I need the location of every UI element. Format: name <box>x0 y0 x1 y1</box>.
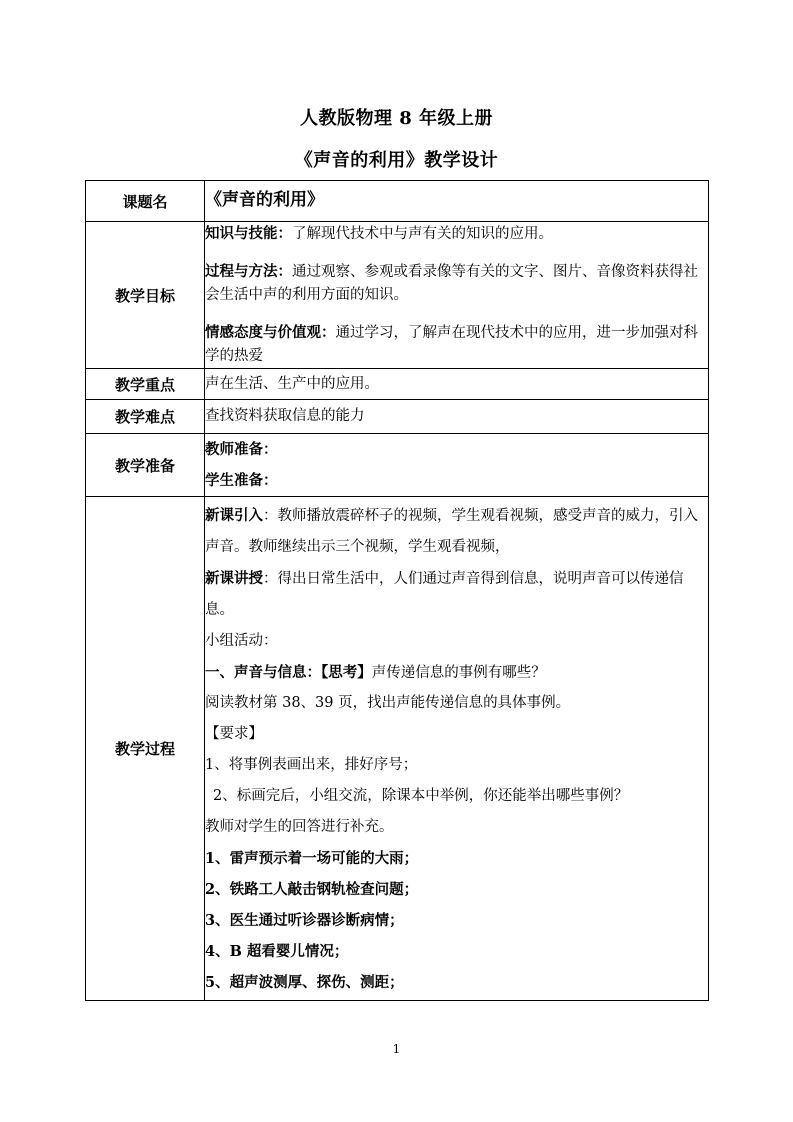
lesson-plan-table <box>85 180 709 1001</box>
difficulties-label: 教学难点 <box>86 400 205 434</box>
teaching-goals-label: 教学目标 <box>86 222 205 369</box>
preparation-label: 教学准备 <box>86 434 205 497</box>
reading-task: 阅读教材第 38、39 页，找出声能传递信息的具体事例。 <box>205 694 571 711</box>
page-number: 1 <box>392 1042 401 1056</box>
teaching-process-label: 教学过程 <box>86 497 205 1001</box>
requirement-2: 2、标画完后，小组交流，除课本中举例，你还能举出哪些事例？ <box>213 787 629 804</box>
process-intro-text: ：教师播放震碎杯子的视频，学生观看视频，感受声音的威力，引入声音。教师继续出示三个视频，学生观看视频， <box>205 507 698 555</box>
section-heading <box>205 657 708 688</box>
topic-name-value: 《声音的利用》 <box>205 190 324 210</box>
goal-process-text: 通过观察、参观或看录像等有关的文字、图片、音像资料获得社会生活中声的利用方面的知识。 <box>205 264 698 303</box>
difficulties-value: 查找资料获取信息的能力 <box>205 400 709 434</box>
document-title: 人教版物理 8 年级上册 <box>299 108 494 129</box>
example-item: 5、超声波测厚、探伤、测距； <box>205 973 404 991</box>
process-lecture <box>205 563 708 626</box>
group-activity: 小组活动： <box>205 632 278 649</box>
requirement-1: 1、将事例表画出来，排好序号； <box>205 756 418 773</box>
goal-attitude <box>205 321 708 368</box>
key-points-value: 声在生活、生产中的应用。 <box>205 369 709 400</box>
section-question: 声传递信息的事例有哪些？ <box>371 664 546 681</box>
row-key-points <box>86 369 709 400</box>
student-preparation: 学生准备： <box>205 472 278 489</box>
goal-knowledge <box>205 222 708 246</box>
requirement-heading: 【要求】 <box>205 725 263 742</box>
goal-attitude-text: 通过学习，了解声在现代技术中的应用，进一步加强对科学的热爱 <box>205 325 698 364</box>
example-item: 2、铁路工人敲击钢轨检查问题； <box>205 880 419 898</box>
key-points-label: 教学重点 <box>86 369 205 400</box>
document-subtitle: 《声音的利用》教学设计 <box>294 150 499 171</box>
row-preparation <box>86 434 709 497</box>
goal-attitude-term: 情感态度与价值观 <box>205 324 321 341</box>
preparation-cell <box>205 434 709 497</box>
teaching-process-cell <box>205 497 709 1001</box>
row-difficulties <box>86 400 709 434</box>
teacher-preparation: 教师准备： <box>205 441 278 458</box>
goal-knowledge-term: 知识与技能 <box>205 225 278 242</box>
process-intro-term: 新课引入 <box>205 506 263 524</box>
example-item: 4、B 超看婴儿情况； <box>205 942 349 960</box>
process-intro <box>205 500 708 563</box>
goal-process-sep: ： <box>277 263 292 280</box>
goal-process <box>205 260 708 307</box>
process-lecture-text: ：得出日常生活中，人们通过声音得到信息，说明声音可以传递信息。 <box>205 570 684 618</box>
goal-process-term: 过程与方法 <box>205 263 278 280</box>
teaching-goals-cell <box>205 222 709 369</box>
goal-knowledge-text: 了解现代技术中与声有关的知识的应用。 <box>292 226 553 242</box>
row-teaching-goals <box>86 222 709 369</box>
row-teaching-process <box>86 497 709 1001</box>
row-topic-name <box>86 181 709 222</box>
topic-name-cell <box>205 181 709 222</box>
teacher-supplement: 教师对学生的回答进行补充。 <box>205 818 394 835</box>
goal-attitude-sep: ： <box>321 324 336 341</box>
example-item: 1、雷声预示着一场可能的大雨； <box>205 849 419 867</box>
section-head-text: 一、声音与信息：【思考】 <box>205 663 372 681</box>
example-item: 3、医生通过听诊器诊断病情； <box>205 911 404 929</box>
topic-name-label: 课题名 <box>86 181 205 222</box>
process-lecture-term: 新课讲授 <box>205 569 263 587</box>
goal-knowledge-sep: ： <box>277 225 292 242</box>
